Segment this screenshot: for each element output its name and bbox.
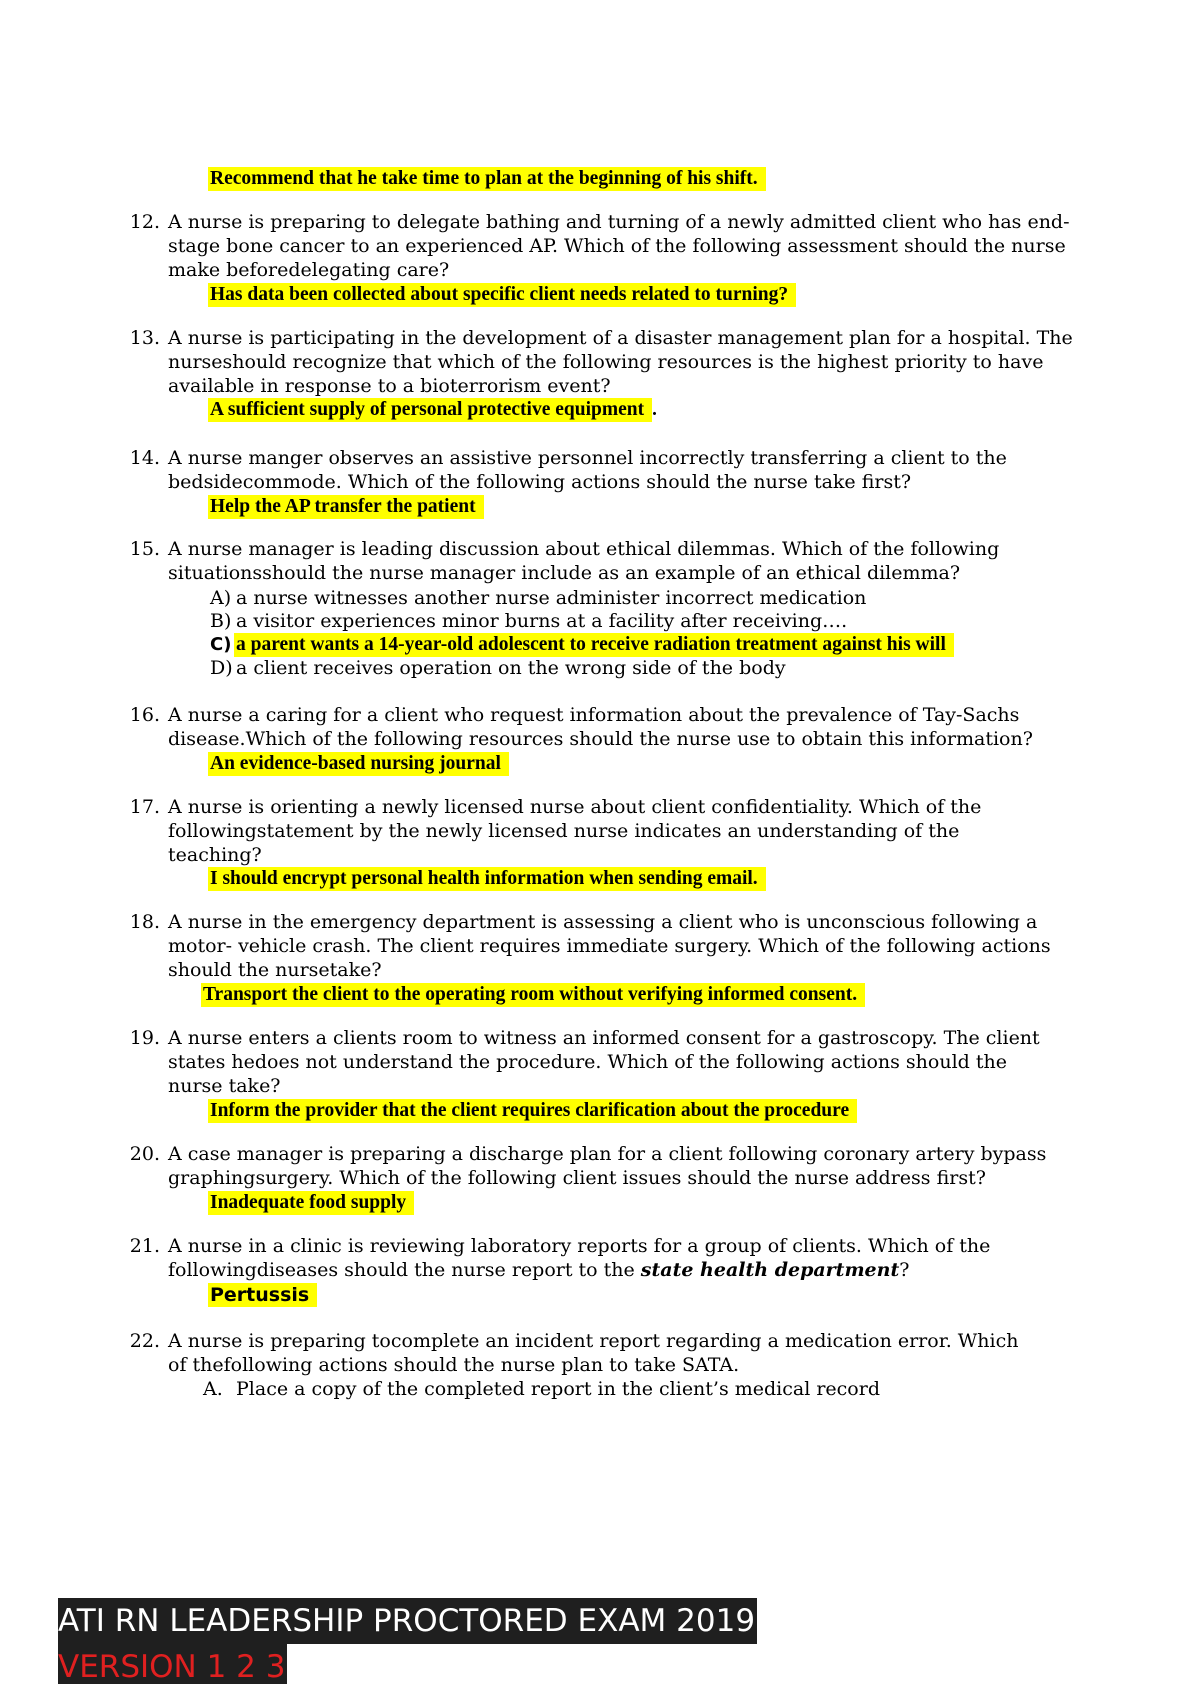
question-number: 22. — [129, 1330, 160, 1352]
question-number: 19. — [129, 1027, 160, 1049]
question-text-line: A nurse is preparing tocomplete an incident report regarding a medication error. Which — [168, 1330, 1019, 1352]
question-text-line: should the nursetake? — [168, 959, 382, 981]
option-letter: D) — [210, 657, 233, 679]
option-letter: A) — [210, 587, 232, 609]
question-text-line: disease.Which of the following resources should the nurse use to obtain this information? — [168, 728, 1033, 750]
question-number: 12. — [129, 211, 160, 233]
q20-answer: Inadequate food supply — [208, 1191, 414, 1215]
option-letter-correct: C) — [210, 634, 232, 655]
q12-answer: Has data been collected about specific client needs related to turning? — [208, 283, 796, 307]
question-text-line: available in response to a bioterrorism event? — [168, 375, 611, 397]
question-text-line: followingstatement by the newly licensed nurse indicates an understanding of the — [168, 820, 960, 842]
q14-answer: Help the AP transfer the patient — [208, 495, 484, 519]
option-text: a client receives operation on the wrong side of the body — [236, 657, 786, 679]
question-text-line: of thefollowing actions should the nurse plan to take SATA. — [168, 1354, 740, 1376]
q13-answer-row — [208, 398, 657, 422]
question-number: 17. — [129, 796, 160, 818]
question-number: 13. — [129, 327, 160, 349]
question-text-line: bedsidecommode. Which of the following actions should the nurse take first? — [168, 471, 912, 493]
q21-text-post: ? — [899, 1259, 910, 1281]
question-number: 20. — [129, 1143, 160, 1165]
option-text: a nurse witnesses another nurse administer incorrect medication — [236, 587, 867, 609]
question-text-line: A nurse in a clinic is reviewing laboratory reports for a group of clients. Which of the — [168, 1235, 991, 1257]
option-letter: B) — [210, 610, 232, 632]
question-text-line: A nurse a caring for a client who request information about the prevalence of Tay-Sachs — [168, 704, 1020, 726]
question-text-line: A nurse enters a clients room to witness an informed consent for a gastroscopy. The client — [168, 1027, 1040, 1049]
question-text-line — [168, 1258, 909, 1282]
q19-answer: Inform the provider that the client requires clarification about the procedure — [208, 1099, 857, 1123]
question-text-line: states hedoes not understand the procedure. Which of the following actions should the — [168, 1051, 1007, 1073]
q13-answer-suffix: . — [652, 399, 657, 420]
question-text-line: A nurse manager is leading discussion about ethical dilemmas. Which of the following — [168, 538, 1000, 560]
q21-text-pre: followingdiseases should the nurse report to the — [168, 1259, 641, 1281]
q11-answer: Recommend that he take time to plan at the beginning of his shift. — [208, 167, 766, 191]
question-text-line: A nurse is preparing to delegate bathing and turning of a newly admitted client who has end- — [168, 211, 1070, 233]
question-text-line: graphingsurgery. Which of the following client issues should the nurse address first? — [168, 1167, 986, 1189]
question-text-line: nurse take? — [168, 1075, 281, 1097]
question-number: 18. — [129, 911, 160, 933]
q15-correct-option: a parent wants a 14-year-old adolescent to receive radiation treatment against his will — [234, 633, 954, 657]
question-text-line: motor- vehicle crash. The client requires immediate surgery. Which of the following actions — [168, 935, 1051, 957]
question-text-line: make beforedelegating care? — [168, 259, 450, 281]
q18-answer: Transport the client to the operating room without verifying informed consent. — [201, 983, 865, 1007]
question-number: 14. — [129, 447, 160, 469]
option-letter: A. — [203, 1378, 223, 1400]
option-text: Place a copy of the completed report in the client’s medical record — [236, 1378, 880, 1400]
question-text-line: teaching? — [168, 844, 262, 866]
question-text-line: A nurse is participating in the development of a disaster management plan for a hospital. The — [168, 327, 1073, 349]
q17-answer: I should encrypt personal health information when sending email. — [208, 867, 766, 891]
question-text-line: A case manager is preparing a discharge plan for a client following coronary artery bypass — [168, 1143, 1047, 1165]
q21-emphasis: state health department — [640, 1259, 900, 1281]
q16-answer: An evidence-based nursing journal — [208, 752, 509, 776]
question-text-line: situationsshould the nurse manager include as an example of an ethical dilemma? — [168, 562, 961, 584]
question-text-line: stage bone cancer to an experienced AP. Which of the following assessment should the nurse — [168, 235, 1066, 257]
q21-answer: Pertussis — [208, 1283, 317, 1307]
q13-answer: A sufficient supply of personal protective equipment — [208, 398, 652, 422]
footer-version: VERSION 1 2 3 — [58, 1644, 287, 1684]
question-text-line: A nurse in the emergency department is assessing a client who is unconscious following a — [168, 911, 1038, 933]
question-text-line: nurseshould recognize that which of the following resources is the highest priority to have — [168, 351, 1044, 373]
question-text-line: A nurse is orienting a newly licensed nurse about client confidentiality. Which of the — [168, 796, 982, 818]
question-text-line: A nurse manger observes an assistive personnel incorrectly transferring a client to the — [168, 447, 1007, 469]
question-number: 16. — [129, 704, 160, 726]
question-number: 21. — [129, 1235, 160, 1257]
question-number: 15. — [129, 538, 160, 560]
option-text: a visitor experiences minor burns at a facility after receiving…. — [236, 610, 848, 632]
footer-title: ATI RN LEADERSHIP PROCTORED EXAM 2019 — [58, 1598, 757, 1644]
